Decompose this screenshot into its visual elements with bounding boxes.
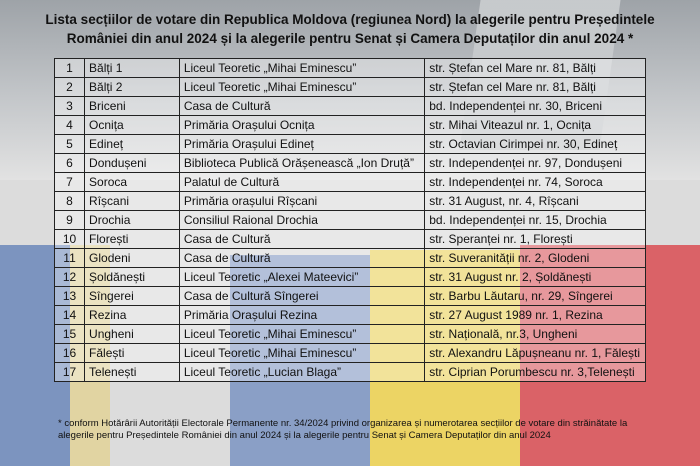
footnote: * conform Hotărârii Autorității Electorale Permanente nr. 34/2024 privind organizarea și numerotarea secțiilor de votare din străinătate la alegerile pentru Președintele României din anul 2024 și la alegerile pentru Senat și Camera Deputaților din anul 2024 (58, 418, 628, 441)
row-address: str. Mihai Viteazul nr. 1, Ocnița (425, 116, 646, 135)
row-number: 5 (55, 135, 85, 154)
row-number: 7 (55, 173, 85, 192)
row-address: str. Națională, nr.3, Ungheni (425, 325, 646, 344)
table-row (55, 211, 646, 230)
row-number: 8 (55, 192, 85, 211)
row-city: Soroca (85, 173, 180, 192)
title-line-2: României din anul 2024 și la alegerile pentru Senat și Camera Deputaților din anul 2024 * (66, 31, 634, 46)
table-row (55, 59, 646, 78)
row-address: str. Independenței nr. 74, Soroca (425, 173, 646, 192)
row-number: 15 (55, 325, 85, 344)
table-row (55, 173, 646, 192)
row-number: 9 (55, 211, 85, 230)
row-address: bd. Independenței nr. 30, Briceni (425, 97, 646, 116)
row-location: Liceul Teoretic „Mihai Eminescu” (179, 325, 424, 344)
row-number: 3 (55, 97, 85, 116)
row-number: 2 (55, 78, 85, 97)
table-row (55, 325, 646, 344)
row-location: Liceul Teoretic „Mihai Eminescu” (179, 78, 424, 97)
row-address: str. Speranței nr. 1, Florești (425, 230, 646, 249)
row-city: Telenești (85, 363, 180, 382)
table-row (55, 249, 646, 268)
row-city: Ocnița (85, 116, 180, 135)
table-row (55, 154, 646, 173)
row-address: str. 27 August 1989 nr. 1, Rezina (425, 306, 646, 325)
row-location: Liceul Teoretic „Alexei Mateevici” (179, 268, 424, 287)
row-location: Biblioteca Publică Orășenească „Ion Druță” (179, 154, 424, 173)
row-address: str. Barbu Lăutaru, nr. 29, Sîngerei (425, 287, 646, 306)
row-number: 17 (55, 363, 85, 382)
table-row (55, 363, 646, 382)
table-row (55, 306, 646, 325)
row-location: Casa de Cultură (179, 230, 424, 249)
row-location: Primăria Orașului Rezina (179, 306, 424, 325)
table-row (55, 116, 646, 135)
row-city: Edineț (85, 135, 180, 154)
table-row (55, 268, 646, 287)
table-row (55, 230, 646, 249)
row-address: str. Alexandru Lăpușneanu nr. 1, Fălești (425, 344, 646, 363)
row-city: Șoldănești (85, 268, 180, 287)
row-city: Bălți 1 (85, 59, 180, 78)
table-row (55, 135, 646, 154)
row-location: Casa de Cultură (179, 249, 424, 268)
row-number: 4 (55, 116, 85, 135)
row-number: 14 (55, 306, 85, 325)
row-address: str. Octavian Cirimpei nr. 30, Edineț (425, 135, 646, 154)
row-city: Dondușeni (85, 154, 180, 173)
row-address: str. Ciprian Porumbescu nr. 3,Telenești (425, 363, 646, 382)
table-row (55, 344, 646, 363)
row-location: Casa de Cultură (179, 97, 424, 116)
table-row (55, 192, 646, 211)
row-location: Palatul de Cultură (179, 173, 424, 192)
row-location: Liceul Teoretic „Mihai Eminescu” (179, 344, 424, 363)
row-number: 13 (55, 287, 85, 306)
row-location: Liceul Teoretic „Mihai Eminescu” (179, 59, 424, 78)
row-location: Casa de Cultură Sîngerei (179, 287, 424, 306)
row-location: Consiliul Raional Drochia (179, 211, 424, 230)
row-number: 6 (55, 154, 85, 173)
row-number: 1 (55, 59, 85, 78)
row-address: bd. Independenței nr. 15, Drochia (425, 211, 646, 230)
row-city: Fălești (85, 344, 180, 363)
row-location: Liceul Teoretic „Lucian Blaga” (179, 363, 424, 382)
polling-stations-table (54, 58, 646, 382)
row-address: str. 31 August, nr. 4, Rîșcani (425, 192, 646, 211)
title-line-1: Lista secțiilor de votare din Republica Moldova (regiunea Nord) la alegerile pentru Președintele (45, 12, 655, 27)
row-city: Glodeni (85, 249, 180, 268)
row-city: Drochia (85, 211, 180, 230)
row-address: str. Suveranității nr. 2, Glodeni (425, 249, 646, 268)
row-location: Primăria orașului Rîșcani (179, 192, 424, 211)
document-title (20, 10, 680, 48)
table-row (55, 78, 646, 97)
row-number: 12 (55, 268, 85, 287)
row-city: Rezina (85, 306, 180, 325)
row-address: str. 31 August nr. 2, Șoldănești (425, 268, 646, 287)
row-address: str. Ștefan cel Mare nr. 81, Bălți (425, 78, 646, 97)
row-city: Florești (85, 230, 180, 249)
row-location: Primăria Orașului Ocnița (179, 116, 424, 135)
row-number: 16 (55, 344, 85, 363)
table-row (55, 287, 646, 306)
row-address: str. Ștefan cel Mare nr. 81, Bălți (425, 59, 646, 78)
row-city: Rîșcani (85, 192, 180, 211)
row-number: 10 (55, 230, 85, 249)
row-address: str. Independenței nr. 97, Dondușeni (425, 154, 646, 173)
table-row (55, 97, 646, 116)
row-city: Sîngerei (85, 287, 180, 306)
row-city: Bălți 2 (85, 78, 180, 97)
row-location: Primăria Orașului Edineț (179, 135, 424, 154)
row-city: Briceni (85, 97, 180, 116)
row-city: Ungheni (85, 325, 180, 344)
row-number: 11 (55, 249, 85, 268)
